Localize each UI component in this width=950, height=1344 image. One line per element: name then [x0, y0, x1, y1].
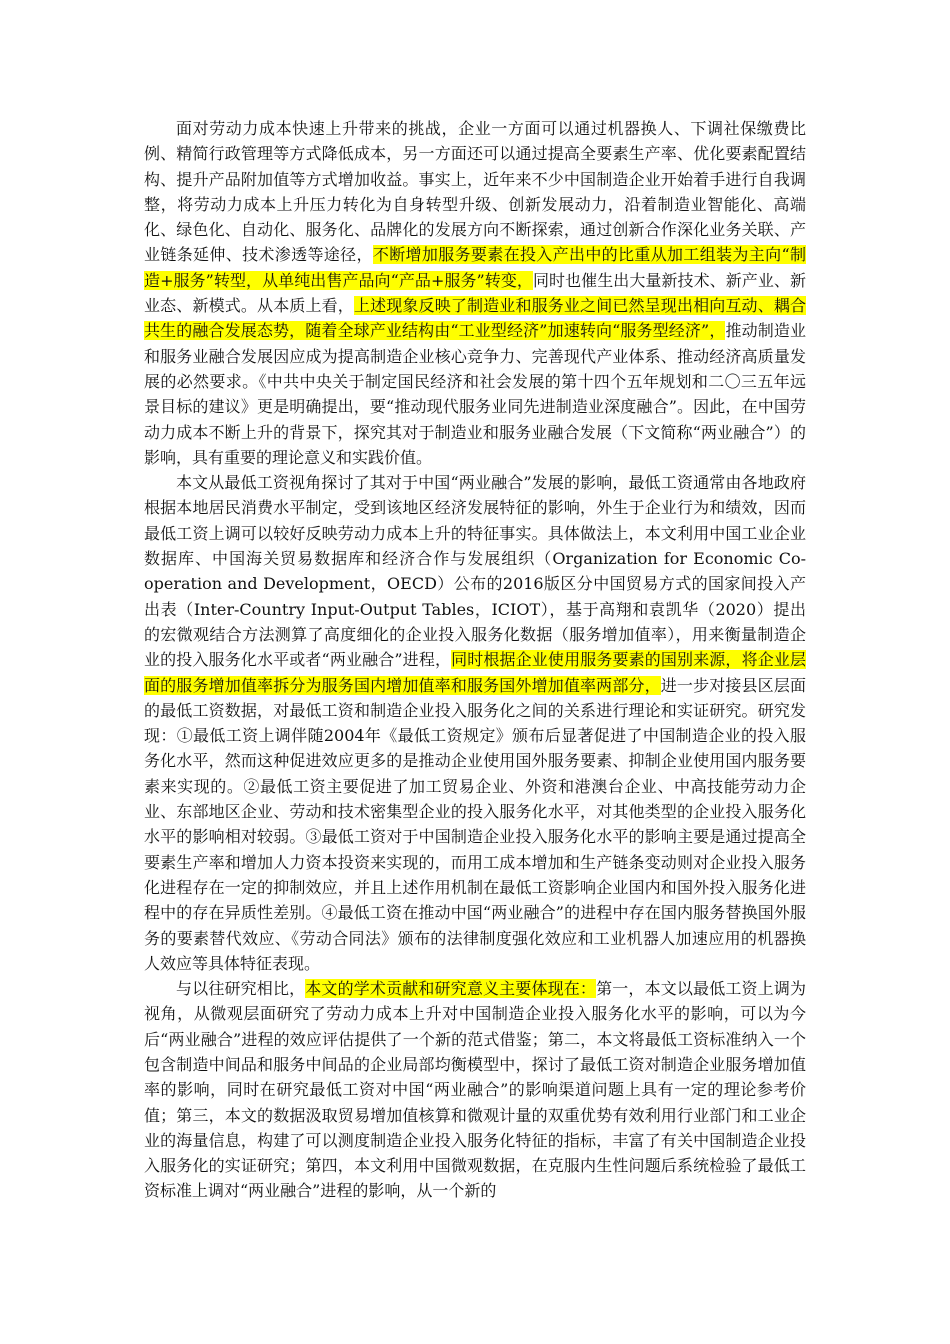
highlighted-text: 不断增加服务要素在投入产出中的比重从加工组装为主向“制造+服务”转型，从单纯出售产品向“产品+服务”转变， — [144, 245, 806, 290]
highlighted-text: 同时根据企业使用服务要素的国别来源，将企业层面的服务增加值率拆分为服务国内增加值率和服务国外增加值率两部分， — [144, 650, 806, 695]
text-segment: 本文从最低工资视角探讨了其对于中国“两业融合”发展的影响，最低工资通常由各地政府根据本地居民消费水平制定，受到该地区经济发展特征的影响，外生于企业行为和绩效，因而最低工资上调可以较好反映劳动力成本上升的特征事实。具体做法上，本文利用中国工业企业数据库、中国海关贸易数据库和经济合作与发展组织（Organization for Economic Co-operation and Development，OECD）公布的2016版区分中国贸易方式的国家间投入产出表（Inter-Country Input-Output Tables，ICIOT），基于高翔和袁凯华（2020）提出的宏微观结合方法测算了高度细化的企业投入服务化数据（服务增加值率），用来衡量制造企业的投入服务化水平或者“两业融合”进程， — [144, 473, 806, 670]
paragraph-2 — [144, 470, 806, 976]
text-segment: 同时也催生出大量新技术、新产业、新业态、新模式。从本质上看， — [144, 270, 806, 316]
highlighted-text: 本文的学术贡献和研究意义主要体现在： — [305, 979, 597, 999]
text-segment: 第一，本文以最低工资上调为视角，从微观层面研究了劳动力成本上升对中国制造企业投入服务化水平的影响，可以为今后“两业融合”进程的效应评估提供了一个新的范式借鉴；第二，本文将最低工资标准纳入一个包含制造中间品和服务中间品的企业局部均衡模型中，探讨了最低工资对制造企业服务增加值率的影响，同时在研究最低工资对中国“两业融合”的影响渠道问题上具有一定的理论参考价值；第三，本文的数据汲取贸易增加值核算和微观计量的双重优势有效利用行业部门和工业企业的海量信息，构建了可以测度制造企业投入服务化特征的指标，丰富了有关中国制造企业投入服务化的实证研究；第四，本文利用中国微观数据，在克服内生性问题后系统检验了最低工资标准上调对“两业融合”进程的影响，从一个新的 — [144, 979, 806, 1201]
text-segment: 进一步对接县区层面的最低工资数据，对最低工资和制造企业投入服务化之间的关系进行理论和实证研究。研究发现：①最低工资上调伴随2004年《最低工资规定》颁布后显著促进了中国制造企业的投入服务化水平，然而这种促进效应更多的是推动企业使用国外服务要素、抑制企业使用国内服务要素来实现的。②最低工资主要促进了加工贸易企业、外资和港澳台企业、中高技能劳动力企业、东部地区企业、劳动和技术密集型企业的投入服务化水平，对其他类型的企业投入服务化水平的影响相对较弱。③最低工资对于中国制造企业投入服务化水平的影响主要是通过提高全要素生产率和增加人力资本投资来实现的，而用工成本增加和生产链条变动则对企业投入服务化进程存在一定的抑制效应，并且上述作用机制在最低工资影响企业国内和国外投入服务化进程中的存在异质性差别。④最低工资在推动中国“两业融合”的进程中存在国内服务替换国外服务的要素替代效应、《劳动合同法》颁布的法律制度强化效应和工业机器人加速应用的机器换人效应等具体特征表现。 — [144, 675, 806, 973]
paragraph-3 — [144, 976, 806, 1204]
paragraph-1 — [144, 116, 806, 470]
text-segment: 推动制造业和服务业融合发展因应成为提高制造企业核心竞争力、完善现代产业体系、推动经济高质量发展的必然要求。《中共中央关于制定国民经济和社会发展的第十四个五年规划和二〇三五年远景目标的建议》更是明确提出，要“推动现代服务业同先进制造业深度融合”。因此，在中国劳动力成本不断上升的背景下，探究其对于制造业和服务业融合发展（下文简称“两业融合”）的影响，具有重要的理论意义和实践价值。 — [144, 321, 806, 467]
body-text — [144, 116, 806, 1204]
highlighted-text: 上述现象反映了制造业和服务业之间已然呈现出相向互动、耦合共生的融合发展态势，随着全球产业结构由“工业型经济”加速转向“服务型经济”， — [144, 296, 806, 341]
text-segment: 与以往研究相比， — [176, 979, 306, 999]
text-segment: 面对劳动力成本快速上升带来的挑战，企业一方面可以通过机器换人、下调社保缴费比例、精简行政管理等方式降低成本，另一方面还可以通过提高全要素生产率、优化要素配置结构、提升产品附加值等方式增加收益。事实上，近年来不少中国制造企业开始着手进行自我调整，将劳动力成本上升压力转化为自身转型升级、创新发展动力，沿着制造业智能化、高端化、绿色化、自动化、服务化、品牌化的发展方向不断探索，通过创新合作深化业务关联、产业链条延伸、技术渗透等途径， — [144, 119, 806, 265]
